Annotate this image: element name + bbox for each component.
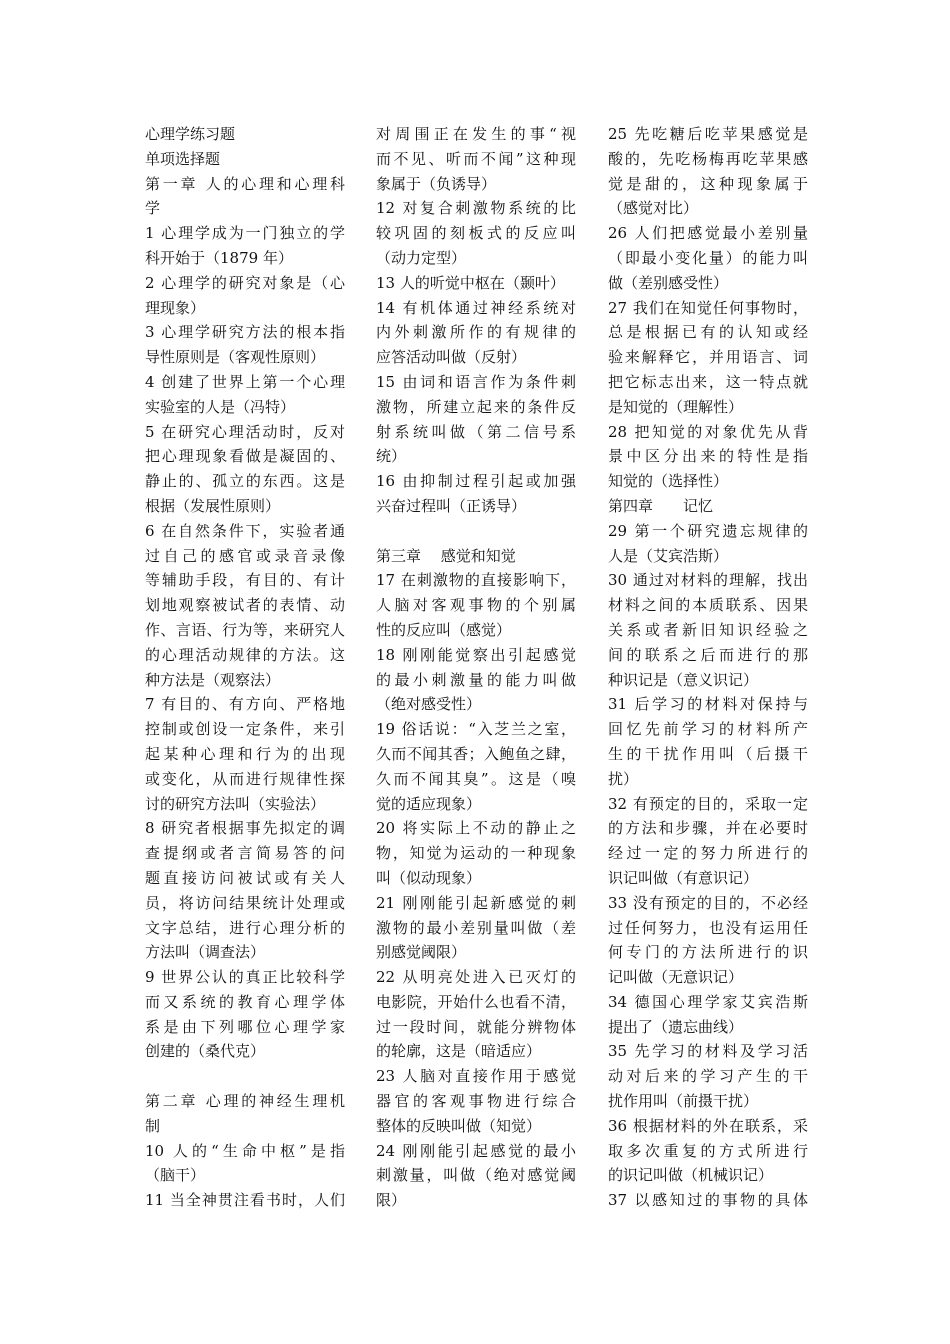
text-line: 而不见、听而不闻”这种现 [376, 149, 576, 168]
text-line: 内外刺激所作的有规律的 [376, 323, 576, 342]
text-line: 查提纲或者言简易答的问 [145, 844, 345, 863]
text-line: 第四章 记忆 [608, 496, 714, 515]
text-line: 34 德国心理学家艾宾浩斯 [608, 992, 808, 1011]
text-line: 激物，所建立起来的条件反 [376, 397, 576, 416]
text-line: 做（差别感受性） [608, 273, 729, 292]
text-line: 导性原则是（客观性原则） [145, 348, 326, 367]
text-line: 何专门的方法所进行的识 [608, 943, 808, 962]
text-line: 第一章 人的心理和心理科 [145, 174, 345, 193]
text-line: 文字总结，进行心理分析的 [145, 918, 345, 937]
text-line: 关系或者新旧知识经验之 [608, 620, 808, 639]
text-line: 生的干扰作用叫（后摄干 [608, 744, 808, 763]
text-line: 33 没有预定的目的，不必经 [608, 893, 808, 912]
text-line: 验来解释它，并用语言、词 [608, 348, 808, 367]
text-line: 作、言语、行为等，来研究人 [145, 620, 345, 639]
text-line: 性的反应叫（感觉） [376, 620, 512, 639]
text-line: 叫（似动现象） [376, 868, 482, 887]
text-line: 控制或创设一定条件，来引 [145, 720, 345, 739]
text-line: 景中区分出来的特性是指 [608, 447, 808, 466]
text-line: 第二章 心理的神经生理机 [145, 1092, 345, 1111]
text-line: 酸的，先吃杨梅再吃苹果感 [608, 149, 808, 168]
text-line: 13 人的听觉中枢在（颞叶） [376, 273, 565, 292]
text-line: 象属于（负诱导） [376, 174, 497, 193]
text-line: 26 人们把感觉最小差别量 [608, 224, 808, 243]
text-line: 的识记叫做（机械识记） [608, 1166, 774, 1185]
text-line: 第三章 感觉和知觉 [376, 546, 516, 565]
text-line: 过一段时间，就能分辨物体 [376, 1017, 576, 1036]
text-line: 22 从明亮处进入已灭灯的 [376, 968, 576, 987]
text-line: 7 有目的、有方向、严格地 [145, 695, 345, 714]
text-line: 间的联系之后而进行的那 [608, 645, 808, 664]
text-line: 划地观察被试者的表情、动 [145, 596, 345, 615]
text-line: 心理学练习题 [145, 125, 236, 143]
text-line: 兴奋过程叫（正诱导） [376, 496, 527, 515]
text-line: 18 刚刚能觉察出引起感觉 [376, 645, 576, 664]
text-line: 实验室的人是（冯特） [145, 397, 296, 416]
text-line: 而又系统的教育心理学体 [145, 992, 345, 1011]
text-line: 过自己的感官或录音录像 [145, 546, 345, 565]
text-line: 电影院，开始什么也看不清， [376, 992, 576, 1011]
text-line: 8 研究者根据事先拟定的调 [145, 819, 345, 838]
text-line: 9 世界公认的真正比较科学 [145, 968, 345, 987]
text-line: （脑干） [145, 1166, 206, 1185]
text-line: 30 通过对材料的理解，找出 [608, 571, 808, 590]
text-line: 久而不闻其臭”。这是（嗅 [376, 769, 576, 788]
text-line: 激物的最小差别量叫做（差 [376, 918, 576, 937]
text-line: 1 心理学成为一门独立的学 [145, 224, 345, 243]
text-line: 刺激量，叫做（绝对感觉阈 [376, 1166, 576, 1185]
text-line: 单项选择题 [145, 149, 221, 168]
text-line: 经过一定的努力所进行的 [608, 844, 808, 863]
text-column-1 [145, 122, 345, 1213]
text-line: 制 [145, 1116, 161, 1135]
text-line: 过任何努力，也没有运用任 [608, 918, 808, 937]
text-line: 觉是甜的，这种现象属于 [608, 174, 808, 193]
text-line: 对周围正在发生的事“视 [376, 125, 576, 143]
text-line: 别感觉阈限） [376, 943, 467, 962]
text-line: 29 第一个研究遗忘规律的 [608, 521, 808, 540]
text-line: 24 刚刚能引起感觉的最小 [376, 1141, 576, 1160]
text-line: 较巩固的刻板式的反应叫 [376, 224, 576, 243]
text-line: 人是（艾宾浩斯） [608, 546, 729, 565]
text-line: 科开始于（1879 年） [145, 248, 293, 267]
text-line: 材料之间的本质联系、因果 [608, 596, 808, 615]
text-line: 统） [376, 447, 407, 466]
text-line: 限） [376, 1191, 407, 1210]
text-line: 学 [145, 199, 161, 218]
text-line: 是知觉的（理解性） [608, 397, 744, 416]
text-line: 25 先吃糖后吃苹果感觉是 [608, 125, 808, 143]
text-line: 6 在自然条件下，实验者通 [145, 521, 345, 540]
text-line: 觉的适应现象） [376, 794, 482, 813]
text-line: 久而不闻其香；入鲍鱼之肆， [376, 744, 576, 763]
text-line: 种方法是（观察法） [145, 670, 281, 689]
text-line: 物，知觉为运动的一种现象 [376, 844, 576, 863]
text-line: 种识记是（意义识记） [608, 670, 759, 689]
text-line: 应答活动叫做（反射） [376, 348, 527, 367]
text-column-2 [376, 122, 576, 1213]
text-line: 10 人的“生命中枢”是指 [145, 1141, 345, 1160]
text-line: 把它标志出来，这一特点就 [608, 372, 808, 391]
text-line: 或变化，从而进行规律性探 [145, 769, 345, 788]
text-line: 扰） [608, 769, 639, 788]
text-line: （即最小变化量）的能力叫 [608, 248, 808, 267]
text-line: 静止的、孤立的东西。这是 [145, 472, 345, 491]
text-line: 21 刚刚能引起新感觉的刺 [376, 893, 576, 912]
text-line: 35 先学习的材料及学习活 [608, 1042, 808, 1061]
text-line: 总是根据已有的认知或经 [608, 323, 808, 342]
text-line: 32 有预定的目的，采取一定 [608, 794, 808, 813]
text-line: 等辅助手段，有目的、有计 [145, 571, 345, 590]
text-line: 31 后学习的材料对保持与 [608, 695, 808, 714]
text-line: 扰作用叫（前摄干扰） [608, 1092, 759, 1111]
text-line: 根据（发展性原则） [145, 496, 281, 515]
text-line: 27 我们在知觉任何事物时， [608, 298, 808, 317]
text-line: 3 心理学研究方法的根本指 [145, 323, 345, 342]
text-line: 创建的（桑代克） [145, 1042, 266, 1061]
text-line: 4 创建了世界上第一个心理 [145, 372, 345, 391]
text-line: 知觉的（选择性） [608, 472, 729, 491]
text-line: （动力定型） [376, 248, 467, 267]
text-line: 2 心理学的研究对象是（心 [145, 273, 345, 292]
text-line: 射系统叫做（第二信号系 [376, 422, 576, 441]
text-line: 器官的客观事物进行综合 [376, 1092, 576, 1111]
text-line: 12 对复合刺激物系统的比 [376, 199, 576, 218]
text-line: （感觉对比） [608, 199, 699, 218]
text-line: 讨的研究方法叫（实验法） [145, 794, 326, 813]
text-line: 员，将访问结果统计处理或 [145, 893, 345, 912]
text-line: 5 在研究心理活动时，反对 [145, 422, 345, 441]
text-line: 14 有机体通过神经系统对 [376, 298, 576, 317]
text-line: 的轮廓，这是（暗适应） [376, 1042, 542, 1061]
text-line: 的心理活动规律的方法。这 [145, 645, 345, 664]
text-line: 提出了（遗忘曲线） [608, 1017, 744, 1036]
text-line: 36 根据材料的外在联系，采 [608, 1116, 808, 1135]
text-line: 16 由抑制过程引起或加强 [376, 472, 576, 491]
text-line: 整体的反映叫做（知觉） [376, 1116, 542, 1135]
text-line: （绝对感受性） [376, 695, 482, 714]
text-line: 11 当全神贯注看书时，人们 [145, 1191, 345, 1210]
text-line: 15 由词和语言作为条件刺 [376, 372, 576, 391]
blank-line [145, 1064, 345, 1089]
text-line: 系是由下列哪位心理学家 [145, 1017, 345, 1036]
text-line: 的最小刺激量的能力叫做 [376, 670, 576, 689]
text-line: 动对后来的学习产生的干 [608, 1067, 808, 1086]
text-line: 人脑对客观事物的个别属 [376, 596, 576, 615]
text-line: 37 以感知过的事物的具体 [608, 1191, 808, 1210]
text-column-3 [608, 122, 808, 1213]
text-line: 回忆先前学习的材料所产 [608, 720, 808, 739]
text-line: 把心理现象看做是凝固的、 [145, 447, 345, 466]
text-line: 28 把知觉的对象优先从背 [608, 422, 808, 441]
text-line: 23 人脑对直接作用于感觉 [376, 1067, 576, 1086]
text-line: 理现象） [145, 298, 206, 317]
text-line: 20 将实际上不动的静止之 [376, 819, 576, 838]
text-line: 题直接访问被试或有关人 [145, 868, 345, 887]
text-line: 记叫做（无意识记） [608, 968, 744, 987]
text-line: 的方法和步骤，并在必要时 [608, 819, 808, 838]
text-line: 17 在刺激物的直接影响下， [376, 571, 576, 590]
text-line: 起某种心理和行为的出现 [145, 744, 345, 763]
blank-line [376, 519, 576, 544]
text-line: 19 俗话说：“入芝兰之室， [376, 720, 576, 739]
text-line: 方法叫（调查法） [145, 943, 266, 962]
text-line: 识记叫做（有意识记） [608, 868, 759, 887]
text-line: 取多次重复的方式所进行 [608, 1141, 808, 1160]
